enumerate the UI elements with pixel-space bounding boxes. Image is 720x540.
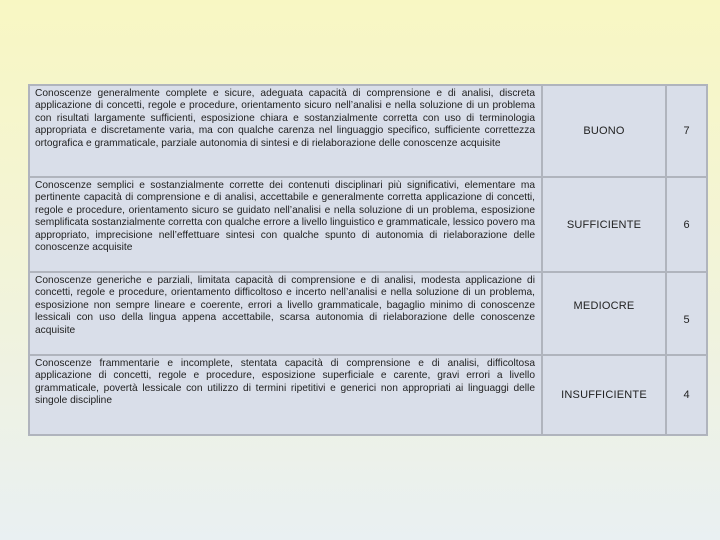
level-label: SUFFICIENTE: [566, 218, 642, 231]
score-cell: [666, 177, 707, 272]
table-row: [29, 272, 707, 355]
table-row: [29, 177, 707, 272]
score-value: 4: [683, 389, 690, 401]
descriptor-cell: Conoscenze generalmente complete e sicure, adeguata capacità di comprensione e di analisi, discreta applicazione di concetti, regole e procedure, orientamento sicuro nell’analisi e nella soluzione di un problema con risultati largamente sufficienti, esposizione chiara e sostanzialmente corretta con uso di terminologia appropriata e discretamente varia, ma con qualche carenza nel linguaggio specifico, sufficiente correttezza ortografica e grammaticale, parziale autonomia di sintesi e di rielaborazione delle conoscenze acquisite: [29, 85, 542, 177]
table-row: [29, 85, 707, 177]
level-cell: [542, 355, 666, 435]
descriptor-cell: Conoscenze generiche e parziali, limitata capacità di comprensione e di analisi, modesta applicazione di concetti, regole e procedure, orientamento difficoltoso e incerto nell’analisi e nella soluzione di un problema, esposizione non sempre lineare e coerente, errori a livello grammaticale, bagaglio minimo di conoscenze lessicali con uso della lingua appena accettabile, scarsa autonomia di rielaborazione delle conoscenze acquisite: [29, 272, 542, 355]
score-cell: [666, 85, 707, 177]
score-value: 6: [683, 218, 690, 231]
score-value: 7: [683, 125, 690, 137]
descriptor-cell: Conoscenze frammentarie e incomplete, stentata capacità di comprensione e di analisi, difficoltosa applicazione di concetti, regole e procedure, esposizione superficiale e carente, gravi errori a livello grammaticale, povertà lessicale con utilizzo di termini ripetitivi e generici non appropriati ai linguaggi delle singole discipline: [29, 355, 542, 435]
score-value: 5: [683, 313, 690, 326]
evaluation-grid-table: [28, 84, 708, 436]
level-label: INSUFFICIENTE: [561, 389, 647, 401]
descriptor-cell: Conoscenze semplici e sostanzialmente corrette dei contenuti disciplinari più significativi, elementare ma pertinente capacità di comprensione e di analisi, accettabile e generalmente corretta applicazione di concetti, regole e procedure, orientamento sicuro se guidato nell’analisi e nella soluzione di un problema, esposizione semplificata sostanzialmente corretta con qualche errore a livello linguistico e grammaticale, lessico povero ma appropriato, imprecisione nell’effettuare sintesi con qualche spunto di autonomia di rielaborazione delle conoscenze acquisite: [29, 177, 542, 272]
level-cell: [542, 85, 666, 177]
score-cell: [666, 355, 707, 435]
level-label: MEDIOCRE: [573, 299, 635, 312]
level-cell: [542, 177, 666, 272]
level-label: BUONO: [583, 125, 625, 137]
score-cell: [666, 272, 707, 355]
table-row: [29, 355, 707, 435]
level-cell: [542, 272, 666, 355]
